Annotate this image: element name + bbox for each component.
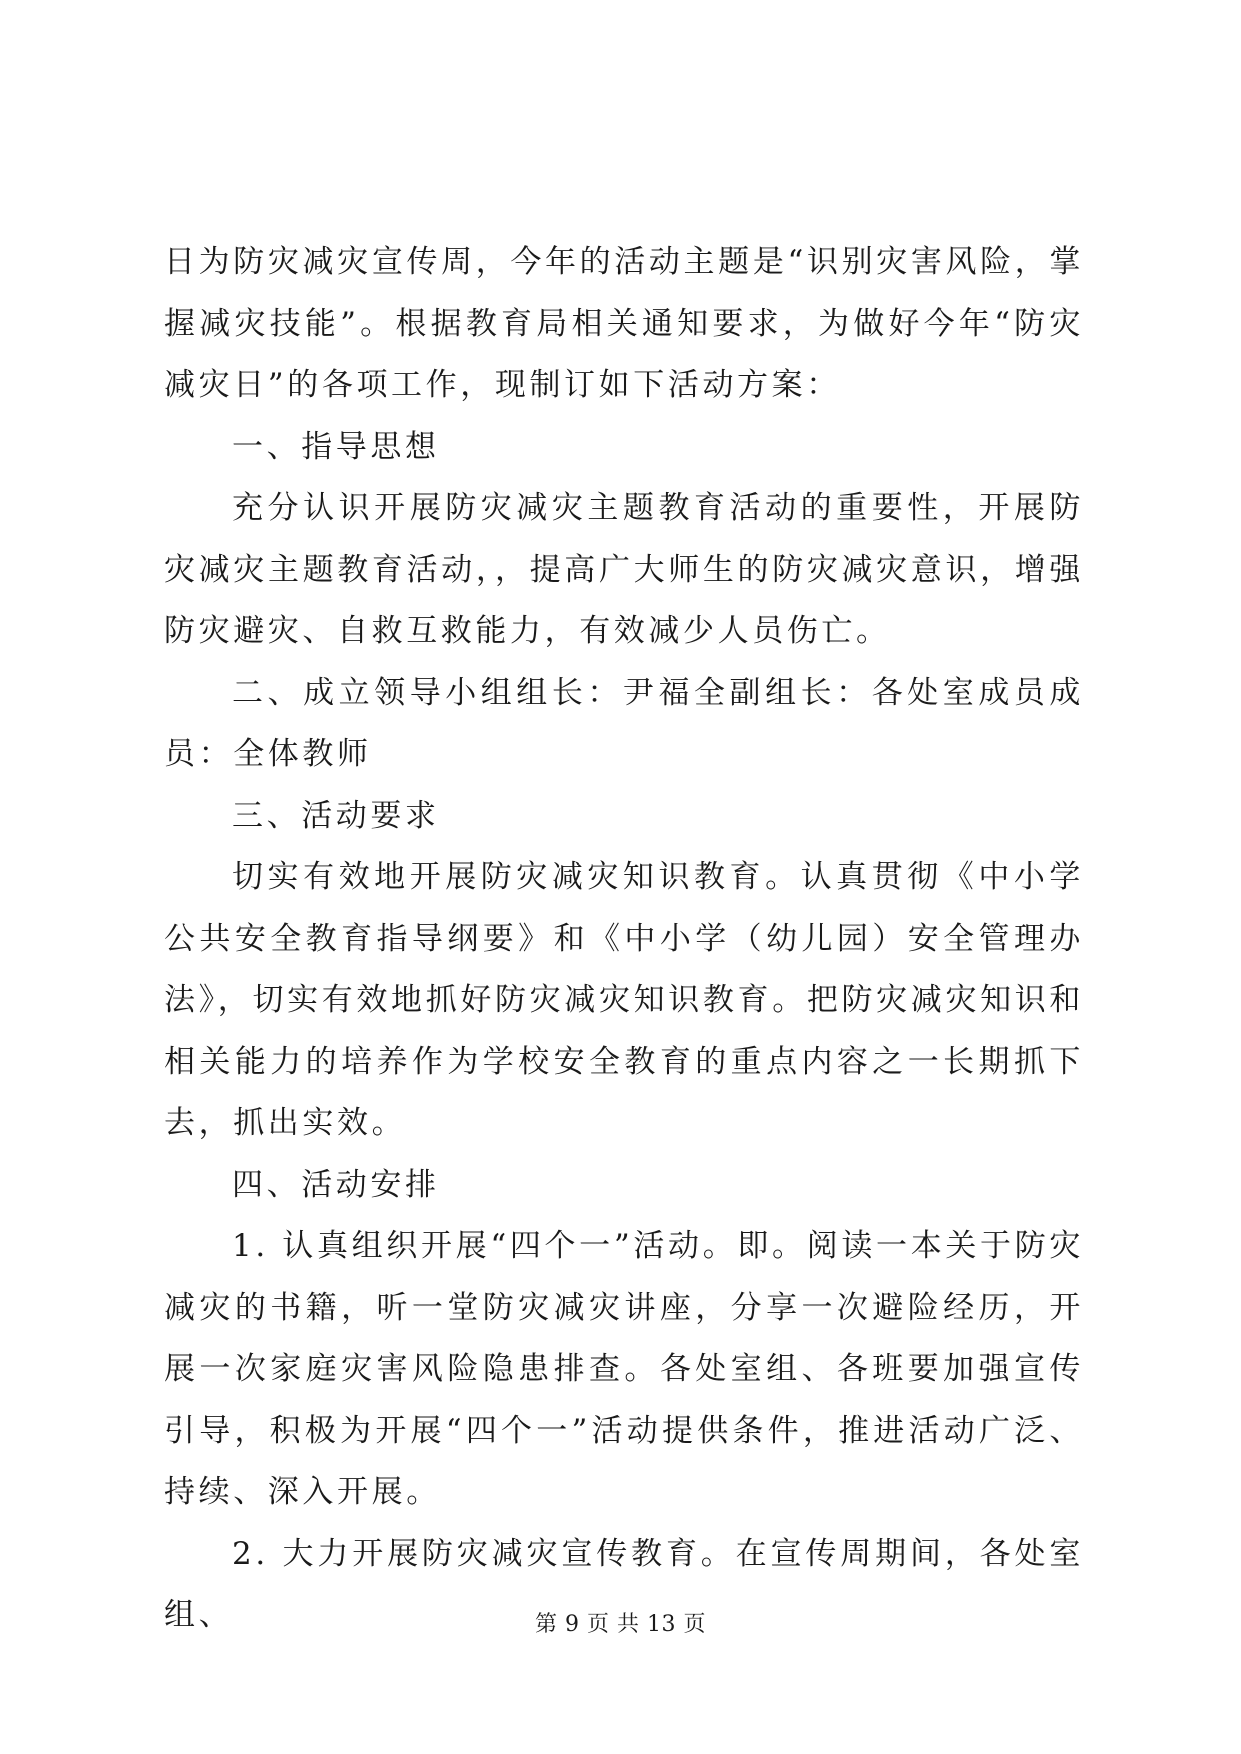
heading-activity-arrangements: 四、活动安排: [232, 1166, 440, 1203]
paragraph-leadership-group: 二、成立领导小组组长：尹福全副组长：各处室成员成员：全体教师: [164, 674, 1084, 772]
document-body: [164, 232, 1084, 1647]
paragraph-activity-requirements: 切实有效地开展防灾减灾知识教育。认真贯彻《中小学公共安全教育指导纲要》和《中小学（幼儿园）安全管理办法》，切实有效地抓好防灾减灾知识教育。把防灾减灾知识和相关能力的培养作为学校安全教育的重点内容之一长期抓下去，抓出实效。: [164, 859, 1084, 1141]
paragraph-arrangement-1: 1. 认真组织开展“四个一”活动。即。阅读一本关于防灾减灾的书籍，听一堂防灾减灾讲座，分享一次避险经历，开展一次家庭灾害风险隐患排查。各处室组、各班要加强宣传引导，积极为开展“四个一”活动提供条件，推进活动广泛、持续、深入开展。: [164, 1228, 1084, 1510]
paragraph-intro-continued: 日为防灾减灾宣传周，今年的活动主题是“识别灾害风险，掌握减灾技能”。根据教育局相关通知要求，为做好今年“防灾减灾日”的各项工作，现制订如下活动方案：: [164, 244, 1084, 403]
heading-activity-requirements: 三、活动要求: [232, 797, 440, 834]
paragraph-arrangement-2: 2. 大力开展防灾减灾宣传教育。在宣传周期间，各处室组、: [164, 1535, 1084, 1633]
heading-guiding-ideology: 一、指导思想: [232, 428, 440, 465]
page-number-footer: 第 9 页 共 13 页: [535, 1612, 706, 1637]
paragraph-guiding-ideology: 充分认识开展防灾减灾主题教育活动的重要性，开展防灾减灾主题教育活动，，提高广大师生的防灾减灾意识，增强防灾避灾、自救互救能力，有效减少人员伤亡。: [164, 490, 1084, 649]
